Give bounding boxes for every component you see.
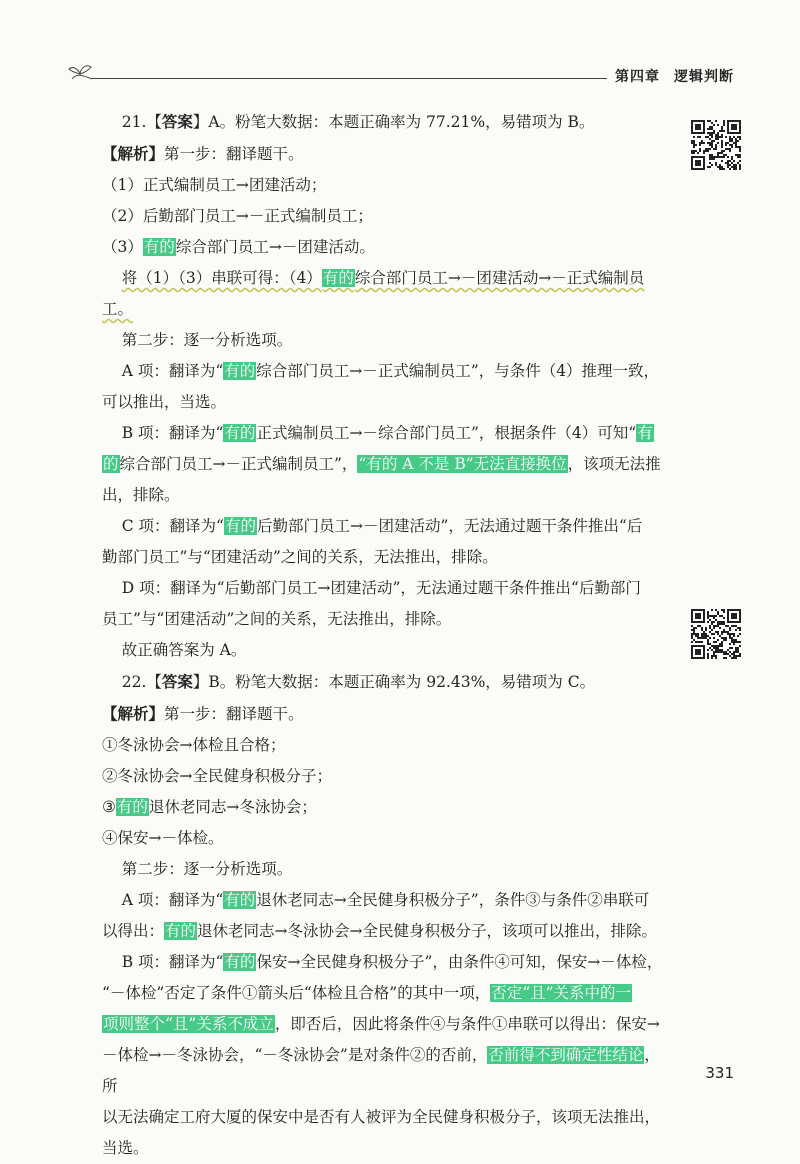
option-a-cont: 可以推出，当选。 bbox=[102, 393, 227, 411]
condition-line: ①冬泳协会→体检且合格； bbox=[102, 736, 286, 754]
chapter-title bbox=[607, 66, 734, 86]
option-a: A 项：翻译为“有的综合部门员工→－正式编制员工”，与条件（4）推理一致， bbox=[121, 362, 660, 380]
page-number: 331 bbox=[705, 1064, 734, 1082]
option-a: A 项：翻译为“有的退休老同志→全民健身积极分子”，条件③与条件②串联可 bbox=[121, 891, 650, 909]
step-heading: 第二步：逐一分析选项。 bbox=[121, 331, 293, 349]
condition-line: ④保安→－体检。 bbox=[102, 829, 224, 847]
condition-line: （1）正式编制员工→团建活动； bbox=[102, 176, 327, 194]
answer-line: 21.【答案】A。粉笔大数据：本题正确率为 77.21%，易错项为 B。 bbox=[121, 112, 595, 131]
option-b-cont: 项则整个“且”关系不成立，即否后，因此将条件④与条件①串联可以得出：保安→ bbox=[103, 1015, 660, 1033]
conclusion: 故正确答案为 A。 bbox=[121, 641, 247, 659]
chain-line: 将（1）（3）串联可得：（4）有的综合部门员工→－团建活动→－正式编制员工。 bbox=[102, 269, 645, 318]
page-header bbox=[0, 0, 800, 100]
chapter-number: 第四章 bbox=[615, 69, 660, 85]
option-d: D 项：翻译为“后勤部门员工→团建活动”，无法通过题干条件推出“后勤部门 bbox=[121, 579, 641, 597]
option-b-cont: 以无法确定工府大厦的保安中是否有人被评为全民健身积极分子，该项无法推出， bbox=[102, 1108, 661, 1126]
option-b-cont: “－体检”否定了条件①箭头后“体检且合格”的其中一项，否定“且”关系中的一 bbox=[102, 984, 632, 1002]
chapter-name: 逻辑判断 bbox=[674, 69, 734, 85]
condition-line: ②冬泳协会→全民健身积极分子； bbox=[102, 767, 332, 785]
page-body bbox=[102, 106, 667, 1164]
answer-line: 22.【答案】B。粉笔大数据：本题正确率为 92.43%，易错项为 C。 bbox=[121, 672, 596, 691]
analysis-heading: 【解析】第一步：翻译题干。 bbox=[102, 144, 304, 163]
option-b-cont: 出，排除。 bbox=[102, 486, 180, 504]
option-b: B 项：翻译为“有的正式编制员工→－综合部门员工”，根据条件（4）可知“有 bbox=[121, 424, 653, 442]
option-d-cont: 员工”与“团建活动”之间的关系，无法推出，排除。 bbox=[102, 610, 452, 628]
option-b-cont: 的综合部门员工→－正式编制员工”，“有的 A 不是 B”无法直接换位，该项无法推 bbox=[103, 455, 661, 473]
condition-line: （2）后勤部门员工→－正式编制员工； bbox=[102, 207, 373, 225]
step-heading: 第二步：逐一分析选项。 bbox=[121, 860, 293, 878]
option-c-cont: 勤部门员工”与“团建活动”之间的关系，无法推出，排除。 bbox=[102, 548, 498, 566]
option-b: B 项：翻译为“有的保安→全民健身积极分子”，由条件④可知，保安→－体检， bbox=[121, 953, 663, 971]
option-a-cont: 以得出：有的退休老同志→冬泳协会→全民健身积极分子，该项可以推出，排除。 bbox=[102, 922, 658, 940]
option-b-cont: －体检→－冬泳协会，“－冬泳协会”是对条件②的否前，否前得不到确定性结论，所 bbox=[102, 1046, 660, 1095]
qr-code-icon[interactable] bbox=[691, 120, 741, 170]
option-b-cont: 当选。 bbox=[102, 1139, 149, 1157]
condition-line: ③有的退休老同志→冬泳协会； bbox=[102, 798, 317, 816]
qr-code-icon[interactable] bbox=[691, 609, 741, 659]
condition-line: （3）有的综合部门员工→－团建活动。 bbox=[102, 238, 375, 256]
analysis-heading: 【解析】第一步：翻译题干。 bbox=[102, 704, 304, 723]
option-c: C 项：翻译为“有的后勤部门员工→－团建活动”，无法通过题干条件推出“后 bbox=[121, 517, 643, 535]
